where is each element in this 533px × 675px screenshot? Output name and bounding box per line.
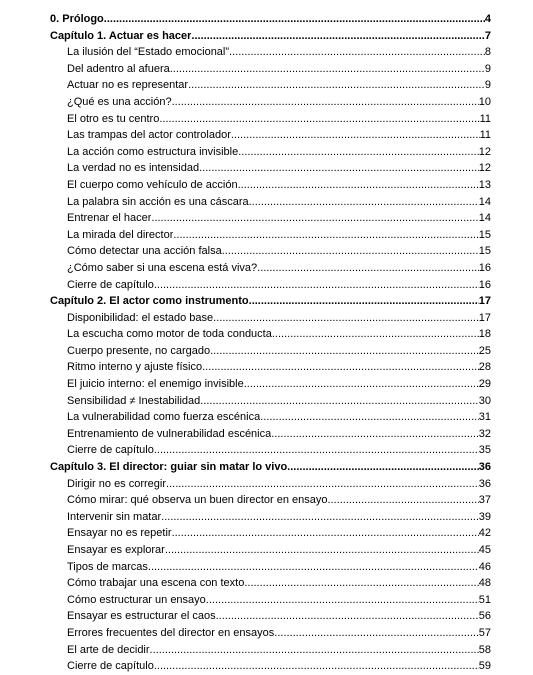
toc-entry-title: El juicio interno: el enemigo invisible <box>67 378 244 391</box>
toc-entry-page-number: 31 <box>478 411 491 424</box>
dot-leader <box>287 459 479 476</box>
toc-entry-page-number: 10 <box>478 95 491 108</box>
toc-entry-title: Cierre de capítulo <box>67 278 154 291</box>
dot-leader <box>166 476 479 493</box>
toc-entry-title: Ensayar no es repetir <box>67 527 172 540</box>
toc-entry-title: La verdad no es intensidad <box>67 162 200 175</box>
toc-entry-page-number: 7 <box>484 29 491 42</box>
toc-entry-title: Del adentro al afuera <box>67 62 170 75</box>
toc-entry-title: Sensibilidad ≠ Inestabilidad <box>67 394 201 407</box>
dot-leader <box>172 525 479 542</box>
toc-chapter-entry[interactable] <box>0 459 533 476</box>
dot-leader <box>210 343 479 360</box>
toc-chapter-entry[interactable] <box>0 28 533 45</box>
toc-entry-page-number: 9 <box>484 79 491 92</box>
dot-leader <box>206 592 479 609</box>
toc-section-entry[interactable] <box>0 559 533 576</box>
toc-entry-page-number: 13 <box>478 178 491 191</box>
toc-section-entry[interactable] <box>0 359 533 376</box>
toc-section-entry[interactable] <box>0 642 533 659</box>
dot-leader <box>165 542 479 559</box>
toc-entry-title: ¿Cómo saber si una escena está viva? <box>67 261 258 274</box>
toc-section-entry[interactable] <box>0 592 533 609</box>
toc-section-entry[interactable] <box>0 343 533 360</box>
dot-leader <box>231 127 480 144</box>
toc-section-entry[interactable] <box>0 194 533 211</box>
toc-entry-page-number: 14 <box>478 195 491 208</box>
toc-entry-title: 0. Prólogo <box>50 13 104 25</box>
dot-leader <box>271 426 479 443</box>
toc-entry-page-number: 51 <box>478 593 491 606</box>
toc-entry-title: La mirada del director <box>67 228 174 241</box>
toc-section-entry[interactable] <box>0 476 533 493</box>
toc-section-entry[interactable] <box>0 658 533 675</box>
table-of-contents <box>0 11 533 675</box>
dot-leader <box>249 194 479 211</box>
toc-entry-page-number: 30 <box>478 394 491 407</box>
toc-chapter-entry[interactable] <box>0 11 533 28</box>
toc-entry-page-number: 39 <box>478 510 491 523</box>
toc-entry-title: Cómo detectar una acción falsa <box>67 245 222 258</box>
dot-leader <box>216 608 479 625</box>
toc-entry-title: La vulnerabilidad como fuerza escénica <box>67 411 261 424</box>
toc-entry-title: Capítulo 2. El actor como instrumento <box>50 295 249 308</box>
dot-leader <box>154 658 479 675</box>
toc-section-entry[interactable] <box>0 310 533 327</box>
toc-entry-title: Entrenamiento de vulnerabilidad escénica <box>67 427 272 440</box>
toc-entry-title: Intervenir sin matar <box>67 510 162 523</box>
toc-entry-page-number: 12 <box>478 162 491 175</box>
toc-entry-page-number: 36 <box>478 461 491 474</box>
toc-entry-title: Capítulo 1. Actuar es hacer <box>50 29 192 42</box>
toc-entry-title: Ritmo interno y ajuste físico <box>67 361 203 374</box>
dot-leader <box>188 77 485 94</box>
toc-entry-page-number: 56 <box>478 610 491 623</box>
toc-entry-page-number: 58 <box>478 643 491 656</box>
toc-section-entry[interactable] <box>0 393 533 410</box>
toc-section-entry[interactable] <box>0 608 533 625</box>
dot-leader <box>327 492 478 509</box>
toc-entry-title: Cómo estructurar un ensayo <box>67 593 206 606</box>
toc-entry-title: La palabra sin acción es una cáscara <box>67 195 249 208</box>
toc-entry-title: La escucha como motor de toda conducta <box>67 328 272 341</box>
toc-entry-page-number: 15 <box>478 245 491 258</box>
toc-section-entry[interactable] <box>0 442 533 459</box>
toc-entry-page-number: 37 <box>478 494 491 507</box>
toc-entry-page-number: 12 <box>478 145 491 158</box>
toc-section-entry[interactable] <box>0 227 533 244</box>
dot-leader <box>172 94 479 111</box>
toc-section-entry[interactable] <box>0 625 533 642</box>
toc-entry-page-number: 25 <box>478 344 491 357</box>
toc-section-entry[interactable] <box>0 326 533 343</box>
dot-leader <box>274 625 478 642</box>
toc-entry-page-number: 17 <box>478 311 491 324</box>
dot-leader <box>244 575 478 592</box>
toc-entry-title: Tipos de marcas <box>67 560 148 573</box>
toc-entry-page-number: 29 <box>478 378 491 391</box>
toc-entry-title: Capítulo 3. El director: guiar sin matar lo vivo <box>50 461 288 474</box>
dot-leader <box>249 293 479 310</box>
dot-leader <box>161 509 479 526</box>
dot-leader <box>229 44 485 61</box>
dot-leader <box>154 442 479 459</box>
dot-leader <box>202 359 479 376</box>
toc-section-entry[interactable] <box>0 277 533 294</box>
toc-entry-page-number: 17 <box>478 295 491 308</box>
toc-entry-page-number: 48 <box>478 577 491 590</box>
toc-entry-title: El arte de decidir <box>67 643 150 656</box>
toc-entry-title: Entrenar el hacer <box>67 212 152 225</box>
toc-entry-page-number: 11 <box>479 112 491 125</box>
toc-entry-page-number: 32 <box>478 427 491 440</box>
toc-entry-page-number: 14 <box>478 212 491 225</box>
toc-entry-title: Cómo mirar: qué observa un buen director en ensayo <box>67 494 328 507</box>
toc-entry-title: Cierre de capítulo <box>67 444 154 457</box>
toc-entry-page-number: 42 <box>478 527 491 540</box>
toc-entry-page-number: 16 <box>478 261 491 274</box>
dot-leader <box>159 111 479 128</box>
dot-leader <box>173 227 478 244</box>
dot-leader <box>199 160 479 177</box>
toc-section-entry[interactable] <box>0 210 533 227</box>
toc-entry-title: ¿Qué es una acción? <box>67 95 172 108</box>
toc-section-entry[interactable] <box>0 492 533 509</box>
toc-section-entry[interactable] <box>0 177 533 194</box>
toc-entry-page-number: 16 <box>478 278 491 291</box>
toc-entry-page-number: 57 <box>478 626 491 639</box>
toc-section-entry[interactable] <box>0 160 533 177</box>
toc-section-entry[interactable] <box>0 376 533 393</box>
toc-section-entry[interactable] <box>0 409 533 426</box>
toc-section-entry[interactable] <box>0 525 533 542</box>
dot-leader <box>272 326 479 343</box>
toc-chapter-entry[interactable] <box>0 293 533 310</box>
toc-entry-page-number: 18 <box>478 328 491 341</box>
toc-entry-title: Dirigir no es corregir <box>67 477 167 490</box>
toc-entry-title: Ensayar es explorar <box>67 544 165 556</box>
toc-section-entry[interactable] <box>0 94 533 111</box>
dot-leader <box>191 28 484 45</box>
dot-leader <box>222 243 479 260</box>
toc-section-entry[interactable] <box>0 542 533 559</box>
toc-entry-page-number: 36 <box>478 477 491 490</box>
toc-entry-page-number: 4 <box>484 13 491 25</box>
toc-entry-page-number: 46 <box>478 560 491 573</box>
dot-leader <box>170 61 485 78</box>
dot-leader <box>260 409 479 426</box>
toc-entry-title: Actuar no es representar <box>67 79 189 92</box>
toc-entry-title: Cierre de capítulo <box>67 660 154 673</box>
toc-section-entry[interactable] <box>0 426 533 443</box>
toc-entry-title: La ilusión del “Estado emocional” <box>67 46 230 59</box>
toc-entry-title: El cuerpo como vehículo de acción <box>67 178 238 191</box>
dot-leader <box>200 393 479 410</box>
toc-section-entry[interactable] <box>0 77 533 94</box>
toc-section-entry[interactable] <box>0 44 533 61</box>
dot-leader <box>238 144 479 161</box>
toc-entry-page-number: 8 <box>484 46 491 59</box>
toc-entry-page-number: 45 <box>478 544 491 556</box>
toc-entry-title: Cuerpo presente, no cargado <box>67 344 211 357</box>
toc-entry-page-number: 15 <box>478 228 491 241</box>
dot-leader <box>244 376 479 393</box>
toc-section-entry[interactable] <box>0 243 533 260</box>
toc-entry-page-number: 9 <box>484 62 491 75</box>
toc-section-entry[interactable] <box>0 509 533 526</box>
toc-entry-title: Ensayar es estructurar el caos <box>67 610 216 623</box>
dot-leader <box>151 210 478 227</box>
toc-entry-title: Errores frecuentes del director en ensayos <box>67 626 275 639</box>
toc-entry-title: El otro es tu centro <box>67 112 160 125</box>
dot-leader <box>213 310 479 327</box>
toc-entry-title: Disponibilidad: el estado base <box>67 311 214 324</box>
toc-entry-title: La acción como estructura invisible <box>67 145 239 158</box>
dot-leader <box>104 11 485 28</box>
toc-section-entry[interactable] <box>0 127 533 144</box>
toc-entry-page-number: 35 <box>478 444 491 457</box>
toc-section-entry[interactable] <box>0 144 533 161</box>
toc-entry-page-number: 28 <box>478 361 491 374</box>
toc-entry-title: Cómo trabajar una escena con texto <box>67 577 245 590</box>
toc-entry-title: Las trampas del actor controlador <box>67 129 231 142</box>
dot-leader <box>238 177 479 194</box>
toc-entry-page-number: 59 <box>478 660 491 673</box>
toc-section-entry[interactable] <box>0 61 533 78</box>
dot-leader <box>150 642 479 659</box>
toc-section-entry[interactable] <box>0 111 533 128</box>
dot-leader <box>257 260 479 277</box>
dot-leader <box>154 277 479 294</box>
toc-section-entry[interactable] <box>0 575 533 592</box>
dot-leader <box>148 559 479 576</box>
toc-entry-page-number: 11 <box>479 129 491 142</box>
toc-section-entry[interactable] <box>0 260 533 277</box>
